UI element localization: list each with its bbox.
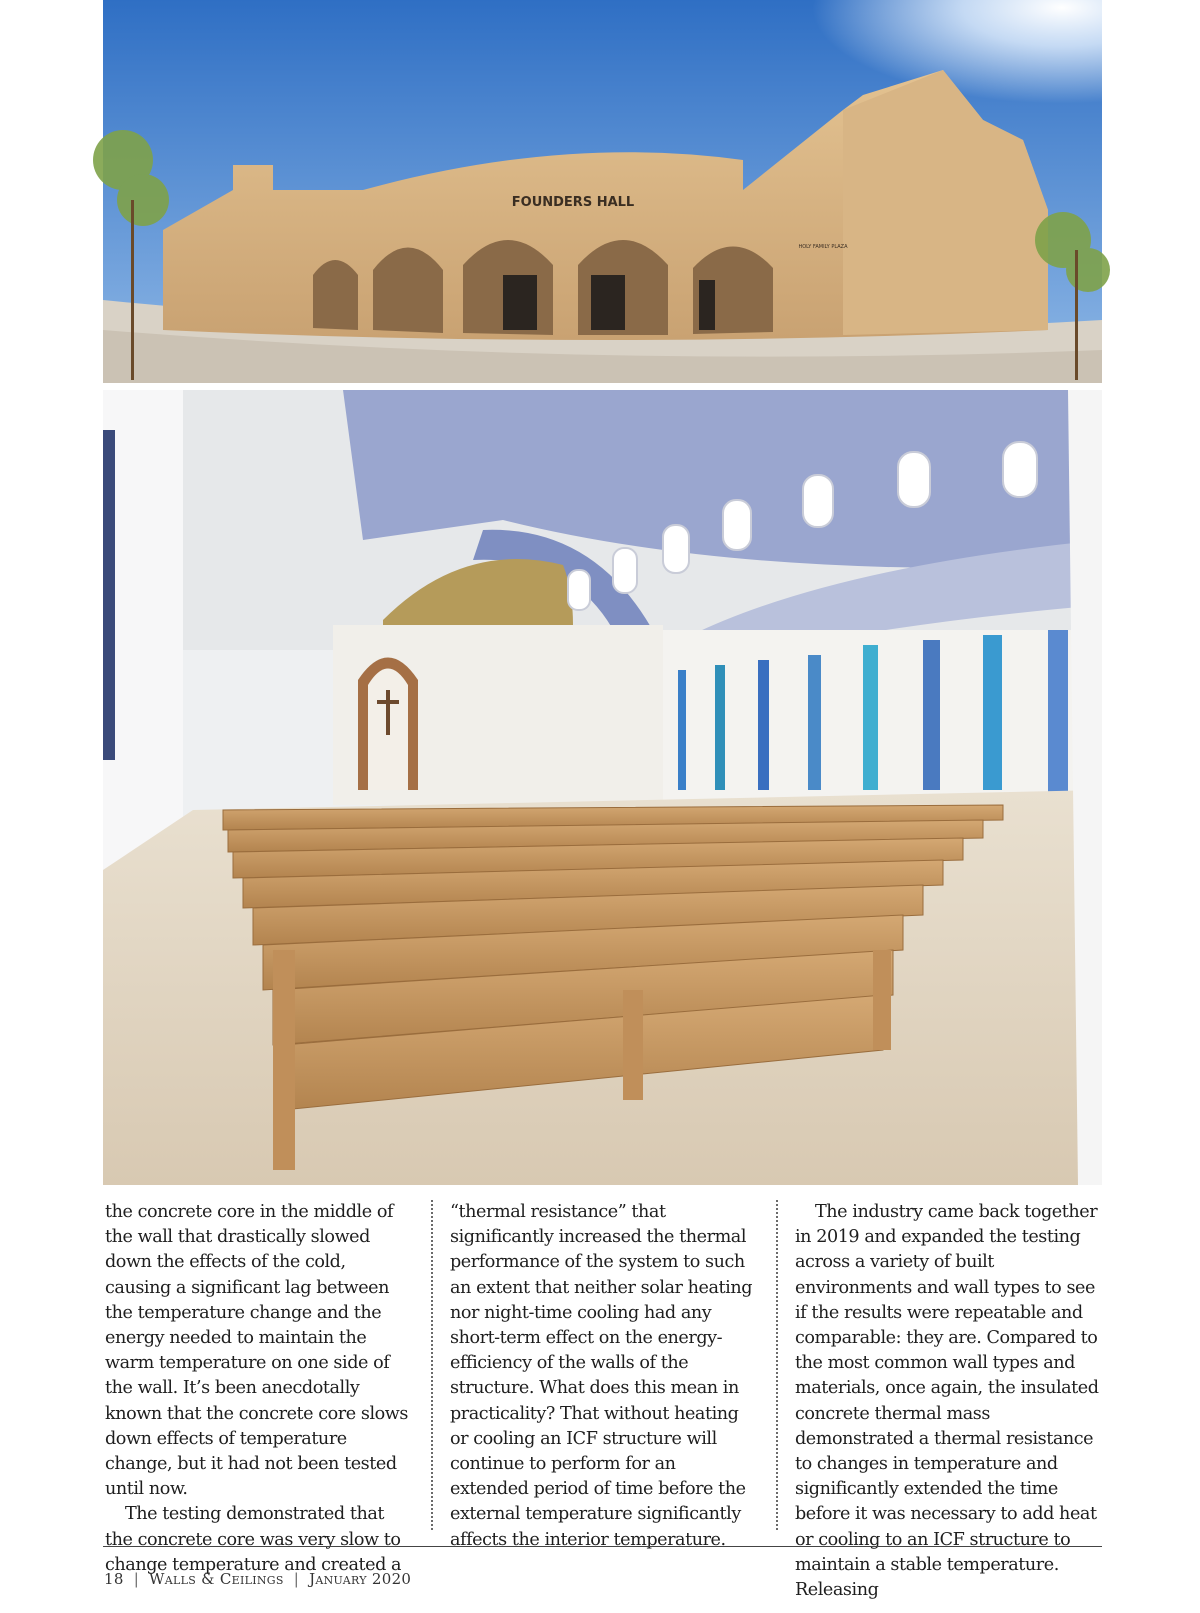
publication-name: Walls & Ceilings bbox=[149, 1570, 284, 1588]
issue-date: January 2020 bbox=[309, 1570, 412, 1588]
paragraph: The testing demonstrated that the concrete core was very slow to change temperature and created a bbox=[105, 1504, 402, 1575]
column-divider bbox=[776, 1200, 778, 1530]
chapel-interior-photo bbox=[103, 390, 1102, 1185]
paragraph: “thermal resistance” that significantly increased the thermal performance of the system to such an extent that neither solar heating nor night-time cooling had any short-term effect on the energy-efficiency of the walls of the structure. What does this mean in practicality? That without heating or cooling an ICF structure will continue to perform for an extended period of time before the external temperature significantly affects the interior temperature. bbox=[450, 1202, 753, 1550]
column-2 bbox=[450, 1200, 756, 1550]
column-3 bbox=[795, 1200, 1101, 1601]
plaza-sign: HOLY FAMILY PLAZA bbox=[798, 244, 848, 250]
page-number: 18 bbox=[104, 1570, 124, 1588]
footer-rule bbox=[103, 1546, 1102, 1547]
column-divider bbox=[431, 1200, 433, 1530]
page-footer: 18 | Walls & Ceilings | January 2020 bbox=[104, 1570, 412, 1588]
exterior-photo bbox=[103, 0, 1102, 383]
column-1 bbox=[105, 1200, 411, 1575]
paragraph: the concrete core in the middle of the wall that drastically slowed down the effects of the cold, causing a significant lag between the temperature change and the energy needed to maintain the warm temperature on one side of the wall. It’s been anecdotally known that the concrete core slows down effects of temperature change, but it had not been tested until now. bbox=[105, 1202, 408, 1500]
founders-hall-sign: FOUNDERS HALL bbox=[511, 195, 635, 210]
paragraph: The industry came back together in 2019 and expanded the testing across a variety of built environments and wall types to see if the results were repeatable and comparable: they are. Compared to the most common wall types and materials, once again, the insulated concrete thermal mass demonstrated a thermal resistance to changes in temperature and significantly extended the time before it was necessary to add heat or cooling to an ICF structure to maintain a stable temperature. Releasing bbox=[795, 1202, 1099, 1601]
